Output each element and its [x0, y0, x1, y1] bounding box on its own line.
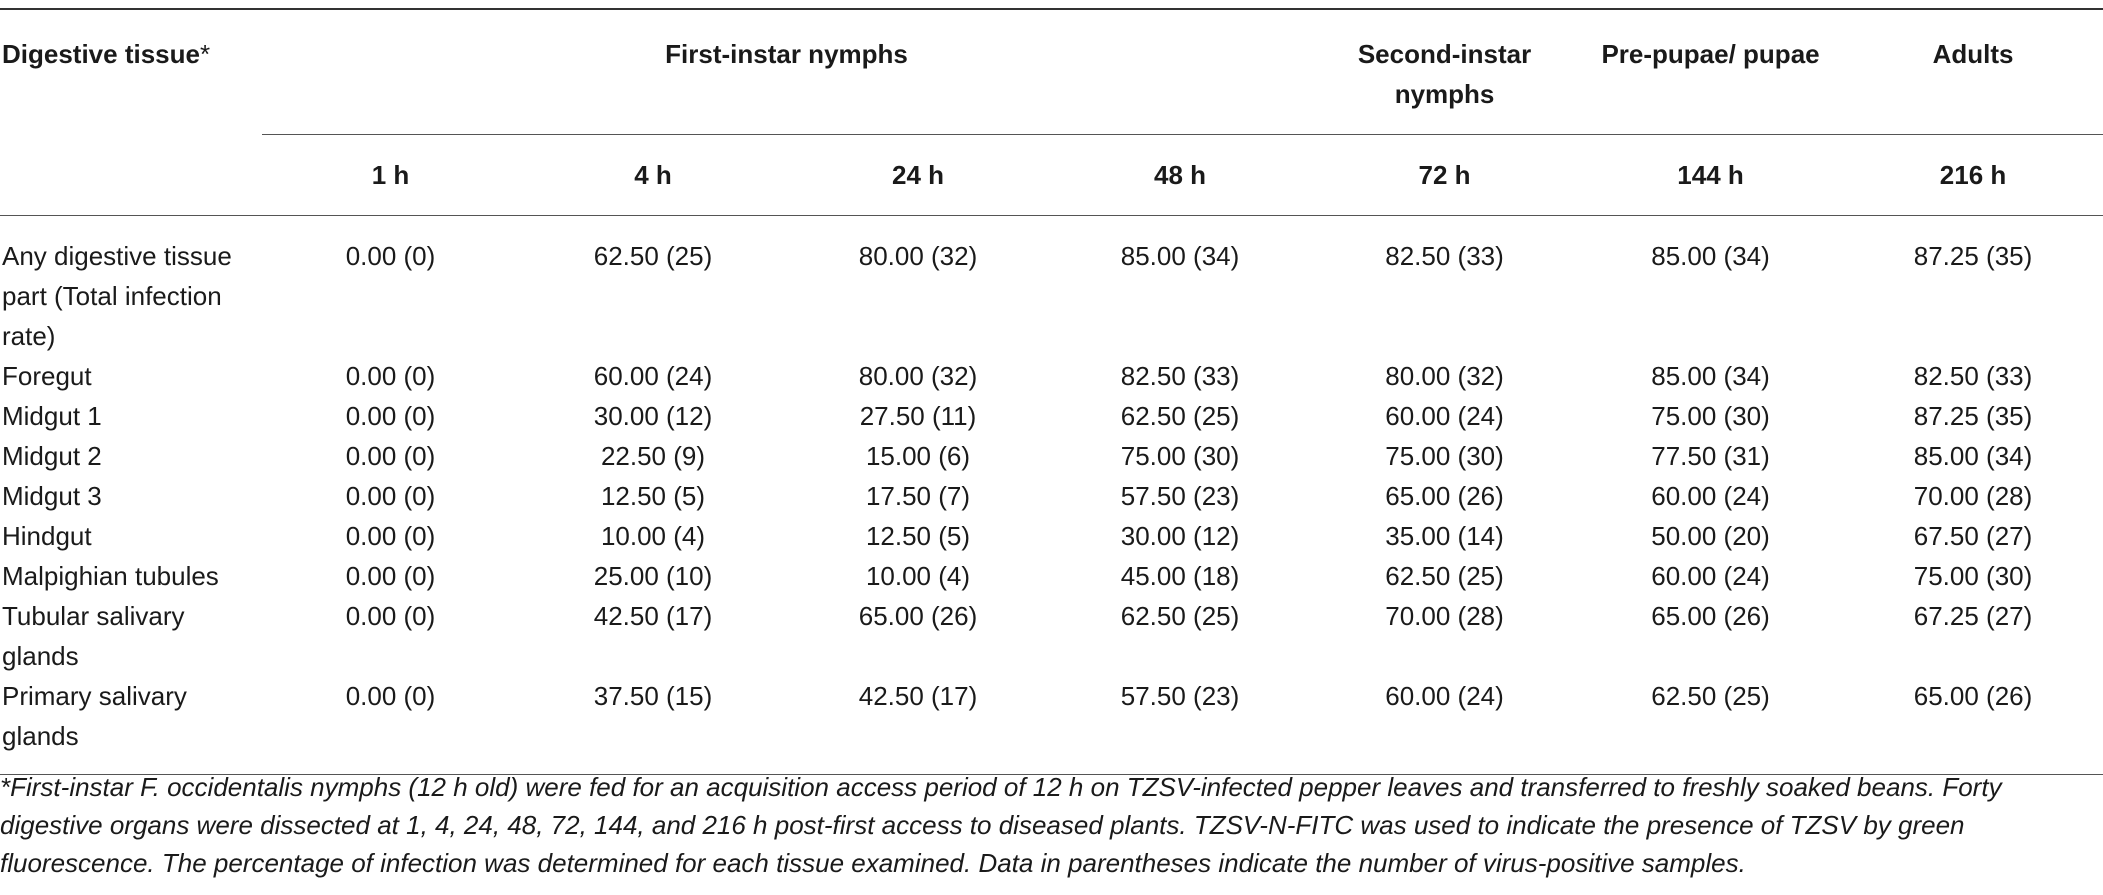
table-cell: 0.00 (0) — [345, 361, 436, 391]
table-cell: 22.50 (9) — [600, 441, 706, 471]
table-cell: 85.00 (34) — [1651, 361, 1770, 391]
table-cell: 60.00 (24) — [1385, 681, 1504, 711]
table-cell: 60.00 (24) — [1385, 401, 1504, 431]
table-cell: 82.50 (33) — [1120, 361, 1240, 391]
stage-header-pre-pupae: Pre-pupae/ pupae — [1578, 9, 1843, 135]
table-cell: 15.00 (6) — [865, 441, 971, 471]
table-cell: 42.50 (17) — [593, 601, 713, 631]
table-cell: 62.50 (25) — [1385, 561, 1504, 591]
table-cell: 60.00 (24) — [1651, 481, 1770, 511]
time-header-24h: 24 h — [891, 160, 945, 190]
stage-header-first-instar: First-instar nymphs — [262, 9, 1311, 135]
header-row-times — [0, 135, 2103, 216]
table-footnote: *First-instar F. occidentalis nymphs (12 h old) were fed for an acquisition access period of 12 h on TZSV-infected pepper leaves and transferred to freshly soaked beans. Forty digestive organs were dissected at 1, 4, 24, 48, 72, 144, and 216 h post-first access to diseased plants. TZSV-N-FITC was used to indicate the presence of TZSV by green fluorescence. The percentage of infection was determined for each tissue examined. Data in parentheses indicate the number of virus-positive samples. — [0, 772, 2002, 878]
table-cell: 30.00 (12) — [593, 401, 713, 431]
row-label: Malpighian tubules — [2, 561, 219, 591]
table-row — [0, 556, 2103, 596]
table-cell: 75.00 (30) — [1385, 441, 1504, 471]
table-cell: 0.00 (0) — [345, 521, 436, 551]
table-cell: 82.50 (33) — [1385, 241, 1504, 271]
table-cell: 67.25 (27) — [1913, 601, 2033, 631]
table-cell: 80.00 (32) — [858, 361, 978, 391]
stub-header — [0, 9, 262, 216]
table-row — [0, 356, 2103, 396]
row-label: Tubular salivary glands — [2, 601, 185, 671]
time-header-4h: 4 h — [634, 160, 672, 190]
row-label: Foregut — [2, 361, 92, 391]
table-cell: 0.00 (0) — [345, 441, 436, 471]
table-row — [0, 596, 2103, 676]
table-cell: 37.50 (15) — [593, 681, 713, 711]
header-row-stages — [0, 9, 2103, 135]
table-cell: 0.00 (0) — [345, 241, 436, 271]
table-cell: 75.00 (30) — [1651, 401, 1770, 431]
table-cell: 65.00 (26) — [1385, 481, 1504, 511]
table-cell: 77.50 (31) — [1651, 441, 1770, 471]
time-header-48h: 48 h — [1154, 160, 1207, 190]
table-cell: 57.50 (23) — [1120, 681, 1240, 711]
table-cell: 85.00 (34) — [1913, 441, 2033, 471]
stub-header-text: Digestive tissue — [2, 39, 200, 69]
table-cell: 42.50 (17) — [858, 681, 978, 711]
table-row — [0, 676, 2103, 775]
table-row — [0, 476, 2103, 516]
table-cell: 80.00 (32) — [858, 241, 978, 271]
table-row — [0, 216, 2103, 357]
table-cell: 65.00 (26) — [858, 601, 978, 631]
table-cell: 87.25 (35) — [1913, 401, 2033, 431]
table-row — [0, 396, 2103, 436]
table-row — [0, 516, 2103, 556]
table-cell: 10.00 (4) — [600, 521, 706, 551]
time-header-144h: 144 h — [1677, 160, 1744, 190]
time-header-216h: 216 h — [1939, 160, 2007, 190]
table-cell: 62.50 (25) — [1651, 681, 1770, 711]
table-cell: 85.00 (34) — [1651, 241, 1770, 271]
table-cell: 10.00 (4) — [865, 561, 971, 591]
table-cell: 0.00 (0) — [345, 681, 436, 711]
table-cell: 82.50 (33) — [1913, 361, 2033, 391]
row-label: Hindgut — [2, 521, 92, 551]
table-cell: 35.00 (14) — [1385, 521, 1504, 551]
table-cell: 57.50 (23) — [1120, 481, 1240, 511]
table-cell: 70.00 (28) — [1385, 601, 1504, 631]
table-cell: 62.50 (25) — [1120, 401, 1240, 431]
table-cell: 65.00 (26) — [1913, 681, 2033, 711]
table-cell: 25.00 (10) — [593, 561, 713, 591]
table-cell: 45.00 (18) — [1120, 561, 1240, 591]
table-cell: 12.50 (5) — [600, 481, 706, 511]
table-cell: 27.50 (11) — [859, 401, 977, 431]
infection-rate-table — [0, 8, 2103, 775]
table-cell: 0.00 (0) — [345, 481, 436, 511]
table-cell: 75.00 (30) — [1913, 561, 2033, 591]
table-cell: 67.50 (27) — [1913, 521, 2033, 551]
table-cell: 17.50 (7) — [865, 481, 971, 511]
table-cell: 0.00 (0) — [345, 561, 436, 591]
stage-header-second-instar: Second-instar nymphs — [1311, 9, 1578, 135]
table-cell: 0.00 (0) — [345, 601, 436, 631]
table-cell: 62.50 (25) — [1120, 601, 1240, 631]
row-label: Any digestive tissue part (Total infection rate) — [2, 241, 232, 351]
table-cell: 85.00 (34) — [1120, 241, 1240, 271]
table-cell: 60.00 (24) — [593, 361, 713, 391]
table-cell: 60.00 (24) — [1651, 561, 1770, 591]
table-cell: 80.00 (32) — [1385, 361, 1504, 391]
time-header-1h: 1 h — [371, 160, 410, 190]
table-cell: 62.50 (25) — [593, 241, 713, 271]
table-cell: 75.00 (30) — [1120, 441, 1240, 471]
row-label: Primary salivary glands — [2, 681, 187, 751]
footnote-marker: * — [199, 39, 211, 69]
time-header-72h: 72 h — [1418, 160, 1471, 190]
table-row — [0, 436, 2103, 476]
table-cell: 50.00 (20) — [1651, 521, 1770, 551]
data-table-container — [0, 8, 2103, 775]
row-label: Midgut 3 — [2, 481, 102, 511]
table-cell: 0.00 (0) — [345, 401, 436, 431]
table-cell: 12.50 (5) — [865, 521, 971, 551]
table-cell: 30.00 (12) — [1120, 521, 1240, 551]
table-cell: 87.25 (35) — [1913, 241, 2033, 271]
table-cell: 65.00 (26) — [1651, 601, 1770, 631]
stage-header-adults: Adults — [1843, 9, 2103, 135]
row-label: Midgut 1 — [2, 401, 102, 431]
row-label: Midgut 2 — [2, 441, 102, 471]
table-cell: 70.00 (28) — [1913, 481, 2033, 511]
